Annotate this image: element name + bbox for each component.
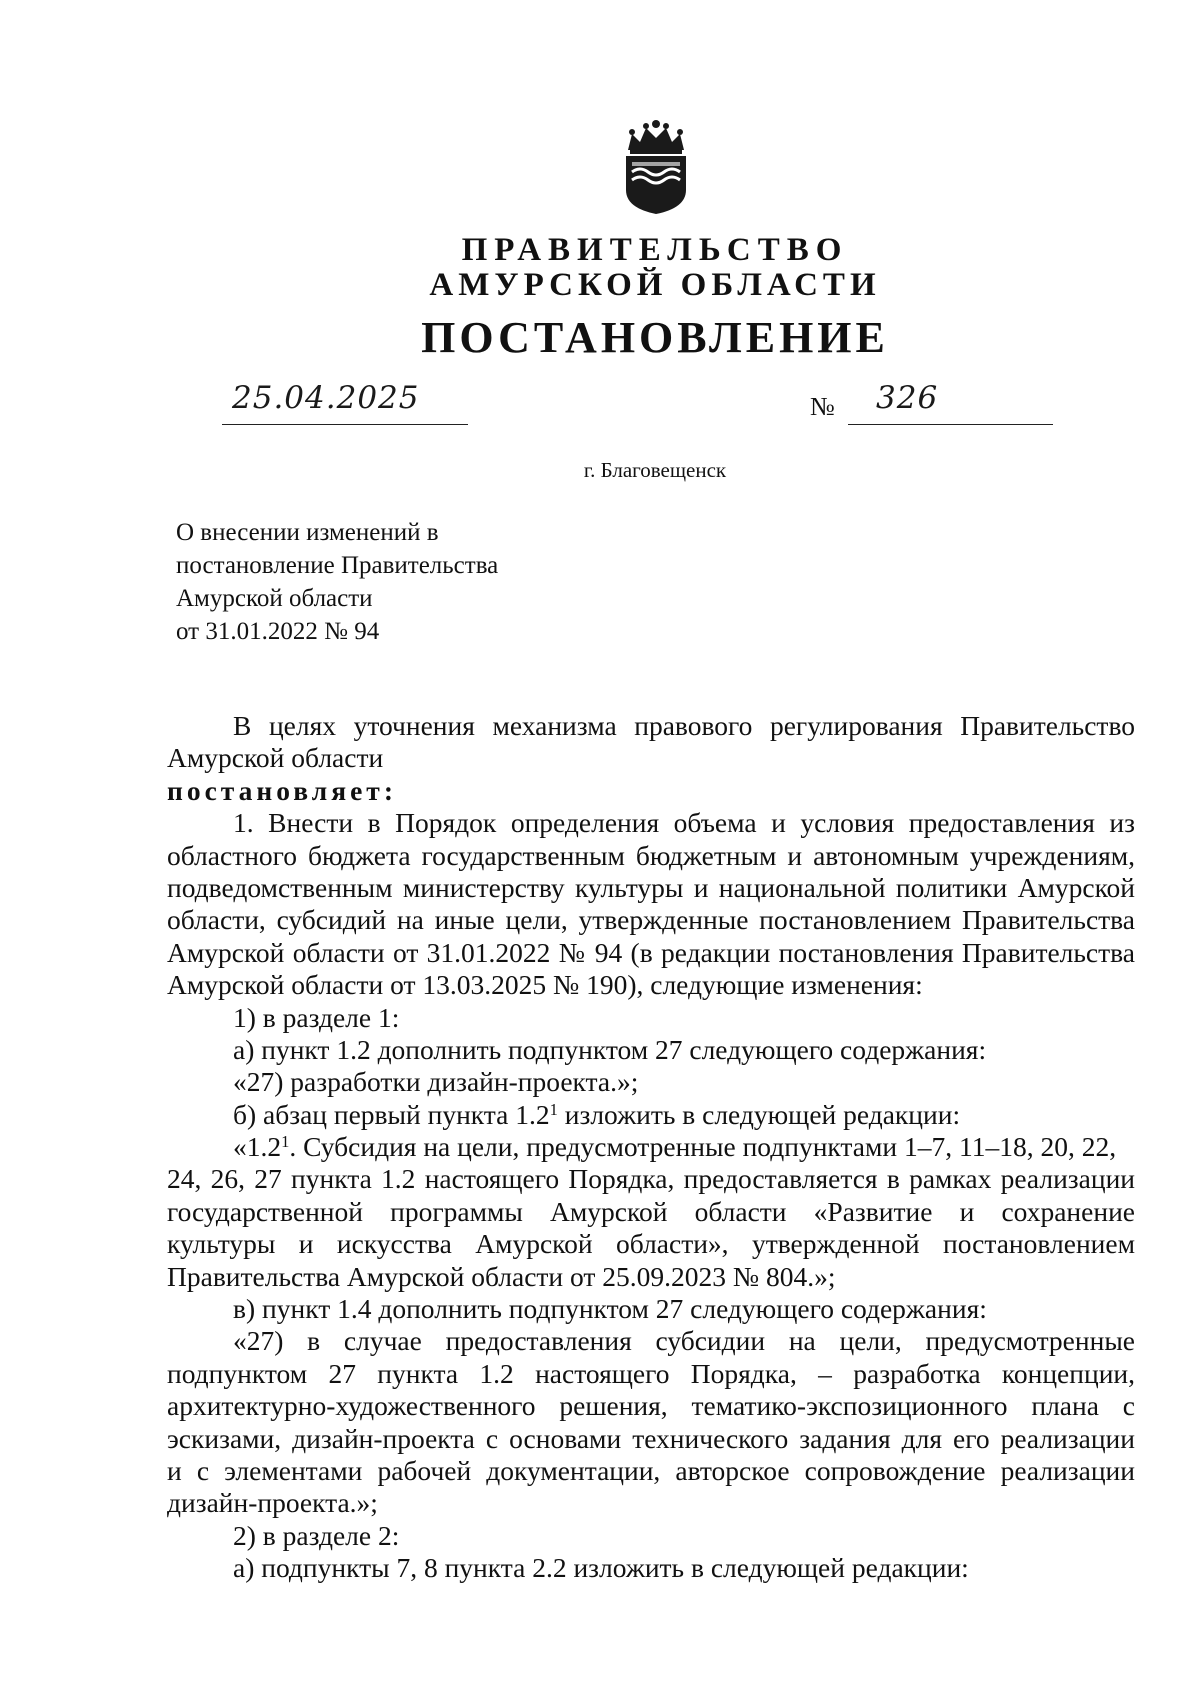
- body-text: «1.2: [233, 1131, 282, 1163]
- body-line: а) подпункты 7, 8 пункта 2.2 изложить в следующей редакции:: [233, 1552, 969, 1584]
- body-line: Амурской области от 31.01.2022 № 94 (в редакции постановления Правительства: [167, 936, 1135, 968]
- decrees-word: постановляет:: [167, 774, 397, 806]
- body-line: архитектурно-художественного решения, тематико-экспозиционного плана с: [167, 1390, 1135, 1422]
- body-line: [167, 1099, 1135, 1131]
- body-line: дизайн-проекта.»;: [167, 1487, 378, 1519]
- body-line: Амурской области: [167, 742, 384, 774]
- subject-line: Амурской области: [176, 585, 373, 612]
- subject-line: О внесении изменений в: [176, 519, 439, 546]
- body-line: подведомственным министерству культуры и национальной политики Амурской: [167, 871, 1135, 903]
- superscript: 1: [281, 1132, 290, 1152]
- body-line: «27) в случае предоставления субсидии на цели, предусмотренные: [233, 1325, 1135, 1357]
- body-line: [167, 1131, 1135, 1163]
- body-line: 24, 26, 27 пункта 1.2 настоящего Порядка, предоставляется в рамках реализации: [167, 1163, 1135, 1195]
- body-line: Правительства Амурской области от 25.09.2023 № 804.»;: [167, 1260, 836, 1292]
- handwritten-number: 326: [876, 380, 939, 416]
- number-field: [848, 378, 1053, 425]
- document-body: [167, 710, 1135, 1585]
- body-line: и с элементами рабочей документации, авторское сопровождение реализации: [167, 1454, 1135, 1486]
- body-line: Амурской области от 13.03.2025 № 190), следующие изменения:: [167, 969, 923, 1001]
- body-line: В целях уточнения механизма правового регулирования Правительство: [233, 710, 1135, 741]
- body-line: культуры и искусства Амурской области», утвержденной постановлением: [167, 1228, 1135, 1260]
- city-name: г. Благовещенск: [583, 458, 727, 482]
- body-line: «27) разработки дизайн-проекта.»;: [233, 1066, 639, 1098]
- document-type-title: ПОСТАНОВЛЕНИЕ: [421, 313, 889, 362]
- document-subject: [176, 516, 498, 648]
- body-text: . Субсидия на цели, предусмотренные подпунктами 1–7, 11–18, 20, 22,: [289, 1131, 1117, 1163]
- handwritten-date: 25.04.2025: [232, 380, 420, 416]
- body-line: государственной программы Амурской области «Развитие и сохранение: [167, 1195, 1135, 1227]
- amur-region-coat-of-arms-emblem: [618, 120, 694, 216]
- body-line: 1. Внести в Порядок определения объема и условия предоставления из: [233, 807, 1135, 839]
- body-line: в) пункт 1.4 дополнить подпунктом 27 следующего содержания:: [233, 1293, 987, 1325]
- body-line: подпунктом 27 пункта 1.2 настоящего Порядка, – разработка концепции,: [167, 1357, 1135, 1389]
- body-line: 2) в разделе 2:: [233, 1519, 400, 1551]
- body-text: б) абзац первый пункта 1.2: [233, 1098, 550, 1130]
- date-field: [222, 378, 468, 425]
- body-line: а) пункт 1.2 дополнить подпунктом 27 следующего содержания:: [233, 1033, 987, 1065]
- body-line: 1) в разделе 1:: [233, 1001, 400, 1033]
- superscript: 1: [549, 1099, 558, 1119]
- body-line: эскизами, дизайн-проекта с основами технического задания для его реализации: [167, 1422, 1135, 1454]
- subject-line: от 31.01.2022 № 94: [176, 618, 380, 645]
- body-line: областного бюджета государственным бюджетным и автономным учреждениям,: [167, 839, 1135, 871]
- number-label: №: [810, 392, 835, 421]
- organization-name-line1: ПРАВИТЕЛЬСТВО: [461, 232, 849, 268]
- organization-name-line2: АМУРСКОЙ ОБЛАСТИ: [429, 267, 881, 303]
- body-line: области, субсидий на иные цели, утвержденные постановлением Правительства: [167, 904, 1135, 936]
- subject-line: постановление Правительства: [176, 552, 499, 579]
- body-text: изложить в следующей редакции:: [557, 1098, 961, 1130]
